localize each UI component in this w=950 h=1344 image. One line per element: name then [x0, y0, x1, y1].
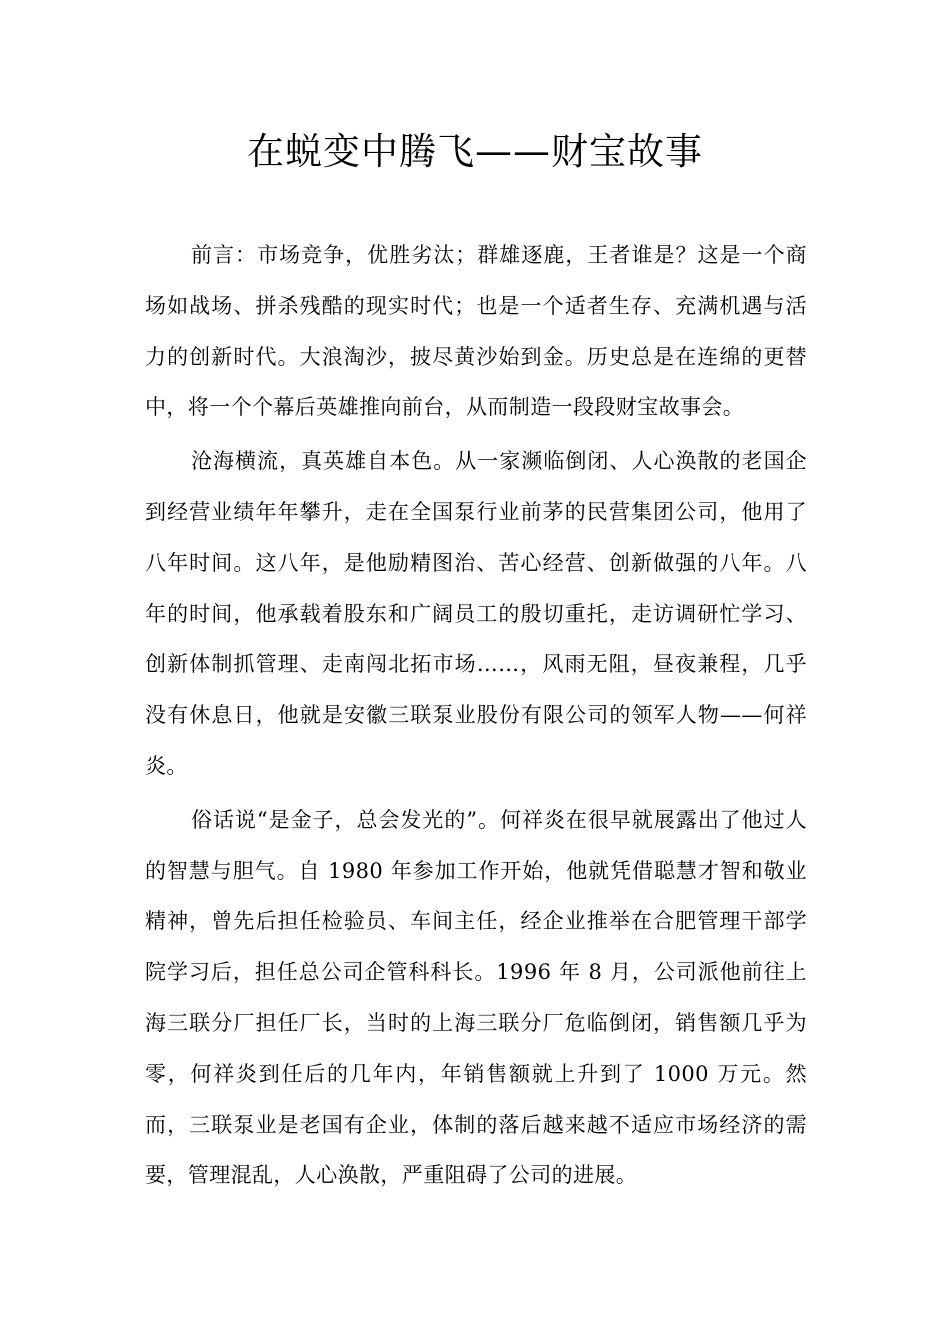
paragraph-career-history: 俗话说“是金子，总会发光的”。何祥炎在很早就展露出了他过人的智慧与胆气。自 1980 年参加工作开始，他就凭借聪慧才智和敬业精神，曾先后担任检验员、车间主任，经企业推举在合肥管理干部学院学习后，担任总公司企管科科长。1996 年 8 月，公司派他前往上海三联分厂担任厂长，当时的上海三联分厂危临倒闭，销售额几乎为零，何祥炎到任后的几年内，年销售额就上升到了 1000 万元。然而，三联泵业是老国有企业，体制的落后越来越不适应市场经济的需要，管理混乱，人心涣散，严重阻碍了公司的进展。	[145, 807, 807, 1188]
document-body	[145, 230, 807, 1204]
paragraph-hero-intro: 沧海横流，真英雄自本色。从一家濒临倒闭、人心涣散的老国企到经营业绩年年攀升，走在全国泵行业前茅的民营集团公司，他用了八年时间。这八年，是他励精图治、苦心经营、创新做强的八年。八年的时间，他承载着股东和广阔员工的殷切重托，走访调研忙学习、创新体制抓管理、走南闯北拓市场……，风雨无阻，昼夜兼程，几乎没有休息日，他就是安徽三联泵业股份有限公司的领军人物——何祥炎。	[145, 449, 807, 778]
document-title: 在蜕变中腾飞——财宝故事	[247, 130, 703, 173]
paragraph-preface: 前言：市场竞争，优胜劣汰；群雄逐鹿，王者谁是？这是一个商场如战场、拼杀残酷的现实时代；也是一个适者生存、充满机遇与活力的创新时代。大浪淘沙，披尽黄沙始到金。历史总是在连绵的更替中，将一个个幕后英雄推向前台，从而制造一段段财宝故事会。	[145, 243, 807, 420]
